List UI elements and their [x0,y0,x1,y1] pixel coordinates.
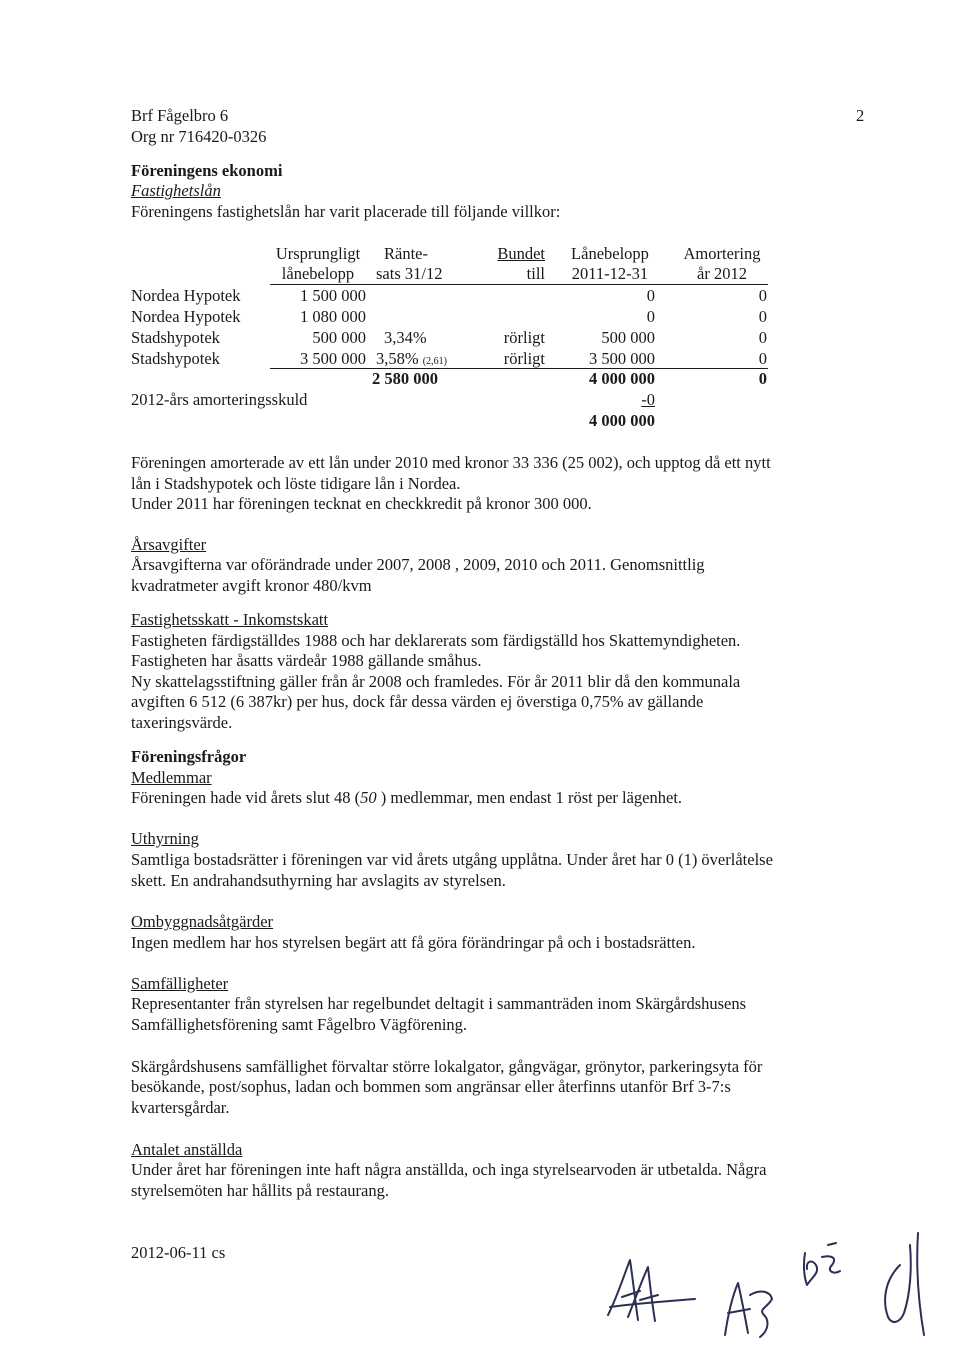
section-heading-association: Föreningsfrågor [131,747,247,766]
amortization-paragraph-line: lån i Stadshypotek och löste tidigare lån i Nordea. [131,474,461,493]
col-header-amort: Amortering [683,244,761,263]
col-header-bound-sub: till [526,264,545,283]
amort-debt-label: 2012-års amorteringsskuld [131,390,308,409]
members-text: Föreningen hade vid årets slut 48 (50 ) medlemmar, men endast 1 röst per lägenhet. [131,788,683,807]
credit-line-text: Under 2011 har föreningen tecknat en checkkredit på kronor 300 000. [131,494,592,513]
net-total: 4 000 000 [589,411,655,430]
row-amort: 0 [758,307,767,326]
subheading-property-loans: Fastighetslån [131,181,221,200]
signature-2 [725,1283,772,1337]
row-bound: rörligt [503,349,545,368]
row-lender: Stadshypotek [131,349,220,368]
col-header-loan: Lånebelopp [571,244,649,263]
subheading-property-tax: Fastighetsskatt - Inkomstskatt [131,610,329,629]
joint2-line: Skärgårdshusens samfällighet förvaltar större lokalgator, gångvägar, grönytor, parkeringsyta för [131,1057,763,1076]
row-amort: 0 [758,286,767,305]
org-number: Org nr 716420-0326 [131,127,267,146]
col-header-loan-sub: 2011-12-31 [571,264,649,283]
rebuild-line: Ingen medlem har hos styrelsen begärt att få göra förändringar på och i bostadsrätten. [131,933,696,952]
document-date: 2012-06-11 cs [131,1243,226,1262]
rate-note: (2,61) [422,356,447,367]
subheading-rental: Uthyrning [131,829,199,848]
col-header-bound: Bundet [497,244,545,263]
tax-line: taxeringsvärde. [131,713,233,732]
row-rate: 3,58% (2,61) [376,349,447,368]
fees-line: kvadratmeter avgift kronor 480/kvm [131,576,372,595]
row-lender: Nordea Hypotek [131,307,241,326]
signature-3 [804,1243,840,1285]
row-original: 3 500 000 [300,349,366,368]
row-loan: 500 000 [601,328,655,347]
amortization-paragraph-line: Föreningen amorterade av ett lån under 2010 med kronor 33 336 (25 002), och upptog då ett nytt [131,453,771,472]
total-original: 2 580 000 [372,369,438,388]
row-loan: 0 [646,286,655,305]
tax-line: avgiften 6 512 (6 387kr) per hus, dock får dessa värden ej överstiga 0,75% av gällande [131,692,704,711]
row-rate: 3,34% [384,328,427,347]
total-amort: 0 [758,369,767,388]
tax-line: Ny skattelagsstiftning gäller från år 2008 och framledes. För år 2011 blir då den kommunala [131,672,741,691]
total-loan: 4 000 000 [589,369,655,388]
fees-line: Årsavgifterna var oförändrade under 2007, 2008 , 2009, 2010 och 2011. Genomsnittlig [131,555,705,574]
rental-line: skett. En andrahandsuthyrning har avslagits av styrelsen. [131,871,506,890]
joint2-line: besökande, post/sophus, ladan och bommen som angränsar eller återfinns utanför Brf 3-7:s [131,1077,731,1096]
table-header-rule [270,284,768,285]
signature-1 [608,1260,695,1321]
subheading-rebuild: Ombyggnadsåtgärder [131,912,274,931]
row-amort: 0 [758,328,767,347]
section-heading-economy: Föreningens ekonomi [131,161,283,180]
subheading-members: Medlemmar [131,768,212,787]
page-number: 2 [856,106,865,125]
staff-line: styrelsemöten har hållits på restaurang. [131,1181,389,1200]
col-header-rate: Ränte- [384,244,428,263]
amort-debt-value: -0 [641,390,655,409]
row-original: 1 080 000 [300,307,366,326]
row-loan: 0 [646,307,655,326]
subheading-staff: Antalet anställda [131,1140,243,1159]
row-original: 500 000 [312,328,366,347]
signatures [600,1225,930,1355]
row-loan: 3 500 000 [589,349,655,368]
joint2-line: kvartersgårdar. [131,1098,230,1117]
tax-line: Fastigheten har åsatts värdeår 1988 gällande småhus. [131,651,482,670]
subheading-joint-property: Samfälligheter [131,974,229,993]
subheading-annual-fees: Årsavgifter [131,535,207,554]
rental-line: Samtliga bostadsrätter i föreningen var vid årets utgång upplåtna. Under året har 0 (1) överlåtelse [131,850,773,869]
col-header-original-sub: lånebelopp [281,264,355,283]
col-header-original: Ursprungligt [275,244,361,263]
org-name: Brf Fågelbro 6 [131,106,229,125]
row-lender: Nordea Hypotek [131,286,241,305]
row-amort: 0 [758,349,767,368]
row-bound: rörligt [503,328,545,347]
col-header-amort-sub: år 2012 [697,264,747,283]
joint-line: Representanter från styrelsen har regelbundet deltagit i sammanträden inom Skärgårdshusens [131,994,747,1013]
row-original: 1 500 000 [300,286,366,305]
loans-intro: Föreningens fastighetslån har varit placerade till följande villkor: [131,202,561,221]
tax-line: Fastigheten färdigställdes 1988 och har deklarerats som färdigställd hos Skattemyndigheten. [131,631,741,650]
staff-line: Under året har föreningen inte haft några anställda, och inga styrelsearvoden är utbetalda. Några [131,1160,767,1179]
joint-line: Samfällighetsförening samt Fågelbro Vägförening. [131,1015,468,1034]
col-header-rate-sub: sats 31/12 [376,264,443,283]
signature-4 [885,1233,924,1335]
row-lender: Stadshypotek [131,328,220,347]
